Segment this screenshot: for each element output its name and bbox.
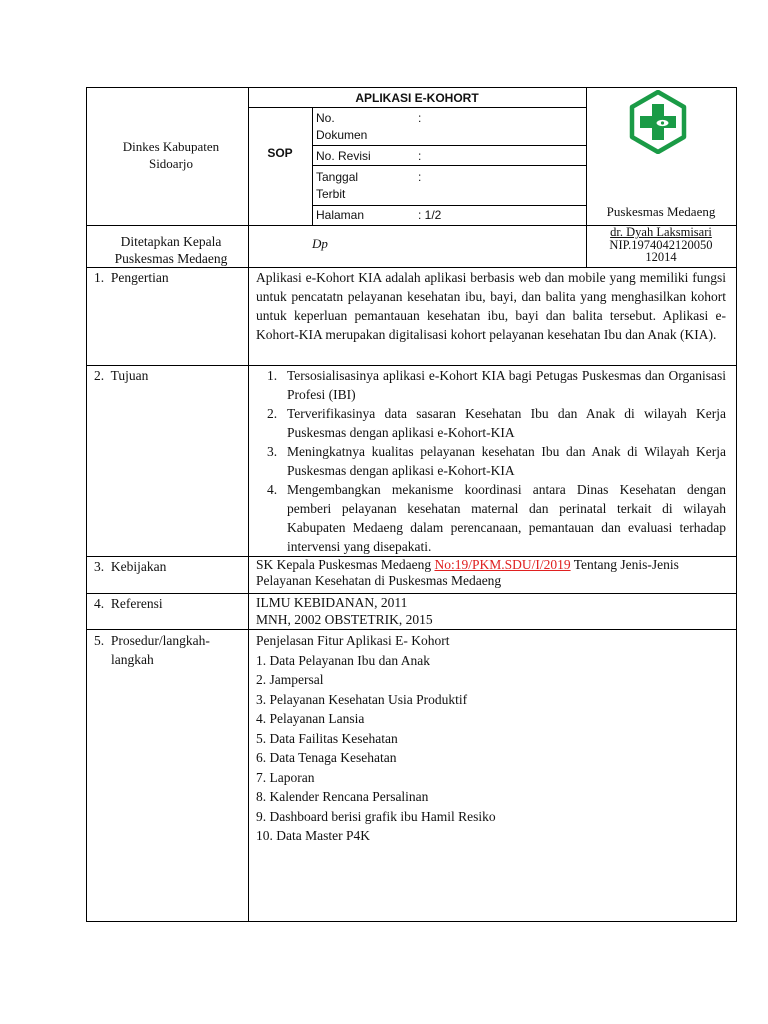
approval-line-2: Puskesmas Medaeng — [114, 251, 228, 266]
list-item — [256, 366, 726, 404]
field-no-revisi — [316, 148, 582, 165]
field-no-dokumen — [316, 110, 582, 144]
section-label-tujuan: 2. Tujuan — [94, 368, 149, 383]
right-organization: Puskesmas Medaeng — [606, 204, 716, 219]
tujuan-list — [256, 366, 726, 556]
kebijakan-suffix: Tentang Jenis-Jenis Pelayanan Kesehatan di Puskesmas Medaeng — [256, 557, 679, 588]
list-item: 3. Pelayanan Kesehatan Usia Produktif — [256, 691, 468, 707]
approval-line-1: Ditetapkan Kepala — [120, 234, 222, 249]
section-label-prosedur — [94, 631, 246, 669]
list-item-text: Terverifikasinya data sasaran Kesehatan Ibu dan Anak di wilayah Kerja Puskesmas dengan aplikasi e-Kohort-KIA — [287, 406, 726, 440]
list-item: 5. Data Failitas Kesehatan — [256, 730, 398, 746]
list-item — [256, 442, 726, 480]
signatory-nip-line-1: NIP.1974042120050 — [609, 237, 713, 252]
document-title: APLIKASI E-KOHORT — [355, 91, 479, 105]
signature: Dp — [312, 236, 328, 251]
pengertian-text: Aplikasi e-Kohort KIA adalah aplikasi berbasis web dan mobile yang memiliki fungsi untuk pencatatn pelayanan kesehatan ibu, bayi, dan balita yang menghasilkan kohort untuk keperluan pemantauan kesehatan ibu, bayi dan balita tersebut. Aplikasi e-Kohort-KIA merupakan digitalisasi kohort pelayanan kesehatan Ibu dan Anak (KIA). — [256, 270, 726, 342]
field-label-line: Dokumen — [316, 128, 368, 142]
decree-number-link[interactable]: No:19/PKM.SDU/I/2019 — [434, 557, 571, 572]
prosedur-label-line-2: langkah — [111, 652, 154, 667]
reference-item: MNH, 2002 OBSTETRIK, 2015 — [256, 612, 433, 627]
field-label-line: No. Revisi — [316, 149, 371, 163]
field-value: : 1/2 — [418, 208, 442, 222]
list-item — [256, 404, 726, 442]
left-organization — [96, 138, 246, 172]
field-label-line: Halaman — [316, 208, 365, 222]
kebijakan-text — [256, 557, 726, 589]
signatory-name: dr. Dyah Laksmisari — [610, 225, 712, 239]
list-item-number: 2. — [267, 406, 278, 421]
field-halaman — [316, 207, 582, 224]
list-item: 10. Data Master P4K — [256, 828, 370, 843]
field-value: : — [418, 111, 422, 125]
list-item: 9. Dashboard berisi grafik ibu Hamil Resiko — [256, 808, 496, 824]
signatory-nip-line-2: 12014 — [645, 250, 677, 264]
field-value: : — [418, 170, 422, 184]
field-label-line: Terbit — [316, 187, 346, 201]
prosedur-intro: Penjelasan Fitur Aplikasi E- Kohort — [256, 633, 450, 648]
list-item-text: Mengembangkan mekanisme koordinasi antara Dinas Kesehatan dengan pemberi pelayanan kesehatan maternal dan perinatal terkait di wilayah Kabupaten Medaeng dalam perencanaan, pemantauan dan evaluasi terhadap intervensi yang disepakati. — [287, 482, 726, 554]
field-value: : — [418, 149, 422, 163]
list-item-number: 3. — [267, 444, 278, 459]
list-item-text: Tersosialisasinya aplikasi e-Kohort KIA bagi Petugas Puskesmas dan Organisasi Profesi (IBI) — [287, 368, 726, 402]
puskesmas-green-cross-logo-icon — [626, 90, 690, 154]
reference-item: ILMU KEBIDANAN, 2011 — [256, 595, 408, 610]
org-line-2: Sidoarjo — [148, 156, 194, 171]
prosedur-label-line-1: 5. Prosedur/langkah- — [94, 633, 210, 648]
field-label-line: No. — [316, 111, 335, 125]
field-label-line: Tanggal — [316, 170, 359, 184]
list-item: 8. Kalender Rencana Persalinan — [256, 789, 429, 804]
approval-label — [96, 233, 246, 267]
list-item-number: 1. — [267, 368, 278, 383]
list-item: 1. Data Pelayanan Ibu dan Anak — [256, 652, 430, 668]
section-label-referensi: 4. Referensi — [94, 596, 163, 611]
section-label-pengertian: 1. Pengertian — [94, 270, 169, 285]
kebijakan-prefix: SK Kepala Puskesmas Medaeng — [256, 557, 435, 572]
sop-label: SOP — [267, 146, 293, 160]
list-item: 7. Laporan — [256, 769, 315, 785]
prosedur-steps — [256, 631, 726, 846]
referensi-list — [256, 594, 726, 628]
list-item-number: 4. — [267, 482, 278, 497]
list-item: 6. Data Tenaga Kesehatan — [256, 750, 397, 765]
list-item: 4. Pelayanan Lansia — [256, 711, 365, 726]
signatory — [586, 226, 736, 264]
list-item — [256, 480, 726, 556]
org-line-1: Dinkes Kabupaten — [122, 139, 220, 154]
field-tanggal-terbit — [316, 169, 582, 203]
list-item: 2. Jampersal — [256, 672, 324, 687]
section-label-kebijakan: 3. Kebijakan — [94, 559, 167, 574]
list-item-text: Meningkatnya kualitas pelayanan kesehatan Ibu dan Anak di Wilayah Kerja Puskesmas dengan aplikasi e-Kohort-KIA — [287, 444, 726, 478]
